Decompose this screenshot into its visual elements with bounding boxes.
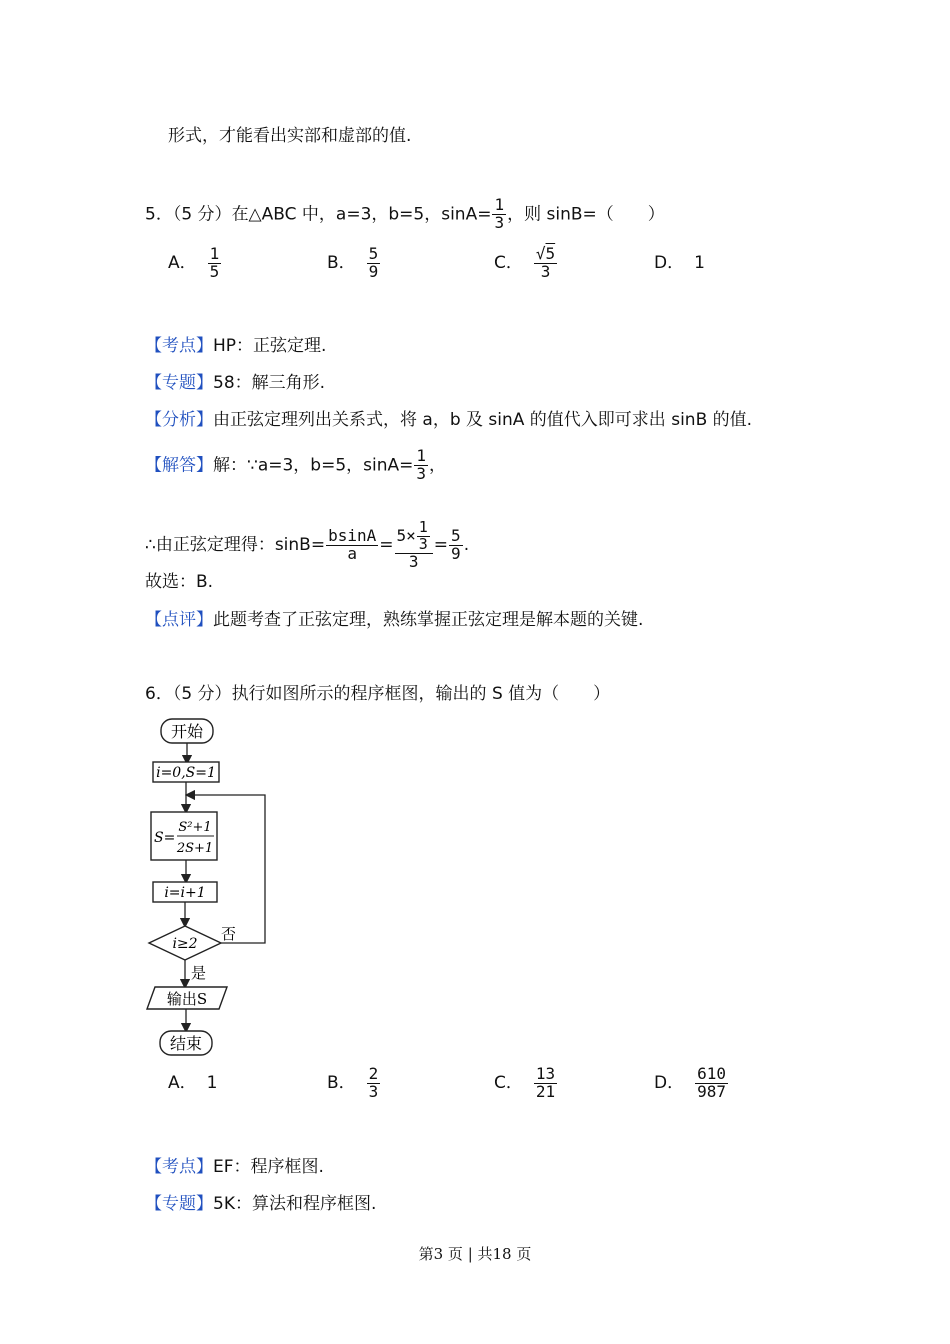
q5-zhuanti: 【专题】58：解三角形.: [145, 373, 326, 393]
q5-jieda: 【解答】解：∵a=3，b=5，sinA= $\frac{1}{3}$ ，: [145, 446, 447, 483]
question-6: 6．（5 分）执行如图所示的程序框图，输出的 S 值为（ ）: [145, 684, 611, 704]
q5-number: 5．: [145, 204, 173, 225]
q5-points: （5 分）: [172, 204, 232, 225]
q6-kaodian: 【考点】EF：程序框图.: [145, 1157, 324, 1177]
intro-line: 形式，才能看出实部和虚部的值.: [168, 126, 412, 146]
q6-option-d: D． $\frac{610}{987}$: [654, 1063, 726, 1101]
increment-label: i=i+1: [164, 885, 206, 901]
compound-fraction: 5× $\frac{1}{3}$ 3: [395, 520, 433, 570]
q5-fenxi: 【分析】由正弦定理列出关系式，将 a，b 及 sinA 的值代入即可求出 sinB 的值.: [145, 410, 753, 430]
q5-fraction: $\frac{1}{3}$: [494, 195, 505, 232]
q5-option-b: B． $\frac{5}{9}$: [327, 243, 379, 281]
q5-option-a: A． $\frac{1}{5}$: [168, 243, 220, 281]
start-label: 开始: [170, 722, 204, 741]
end-label: 结束: [169, 1034, 203, 1053]
output-label: 输出S: [166, 990, 208, 1008]
q5-kaodian: 【考点】HP：正弦定理.: [145, 336, 327, 356]
flowchart: [145, 716, 275, 1066]
q5-option-d: D． 1: [654, 253, 705, 273]
assign-lhs: S=: [154, 830, 176, 846]
assign-den: 2S+1: [176, 841, 214, 856]
yes-label: 是: [191, 964, 207, 982]
q5-text-b: ，则 sinB=（ ）: [507, 204, 665, 225]
no-label: 否: [221, 925, 237, 943]
q5-option-c: C． $\frac{√5}{3}$: [494, 243, 556, 281]
q6-option-b: B． $\frac{2}{3}$: [327, 1063, 379, 1101]
q5-guxuan: 故选：B.: [145, 572, 214, 592]
sqrt-symbol: √: [535, 243, 546, 263]
page-footer: 第3 页 | 共18 页: [418, 1245, 532, 1263]
question-5: [145, 195, 665, 232]
flowchart-svg: [145, 716, 275, 1061]
q5-solution-step: ∴由正弦定理得：sinB= $\frac{bsinA}{a}$ = 5× $\frac{1}{3}$ 3 = $\frac{5}{9}$ .: [145, 518, 470, 571]
init-label: i=0,S=1: [156, 765, 216, 781]
q5-dianping: 【点评】此题考查了正弦定理，熟练掌握正弦定理是解本题的关键.: [145, 610, 644, 630]
assign-num: S²+1: [178, 820, 212, 835]
q5-text-a: 在△ABC 中，a=3，b=5，sinA=: [231, 204, 492, 225]
decision-label: i≥2: [172, 936, 198, 952]
q6-option-c: C． $\frac{13}{21}$: [494, 1063, 556, 1101]
q6-zhuanti: 【专题】5K：算法和程序框图.: [145, 1194, 377, 1214]
q6-option-a: A． 1: [168, 1073, 218, 1093]
